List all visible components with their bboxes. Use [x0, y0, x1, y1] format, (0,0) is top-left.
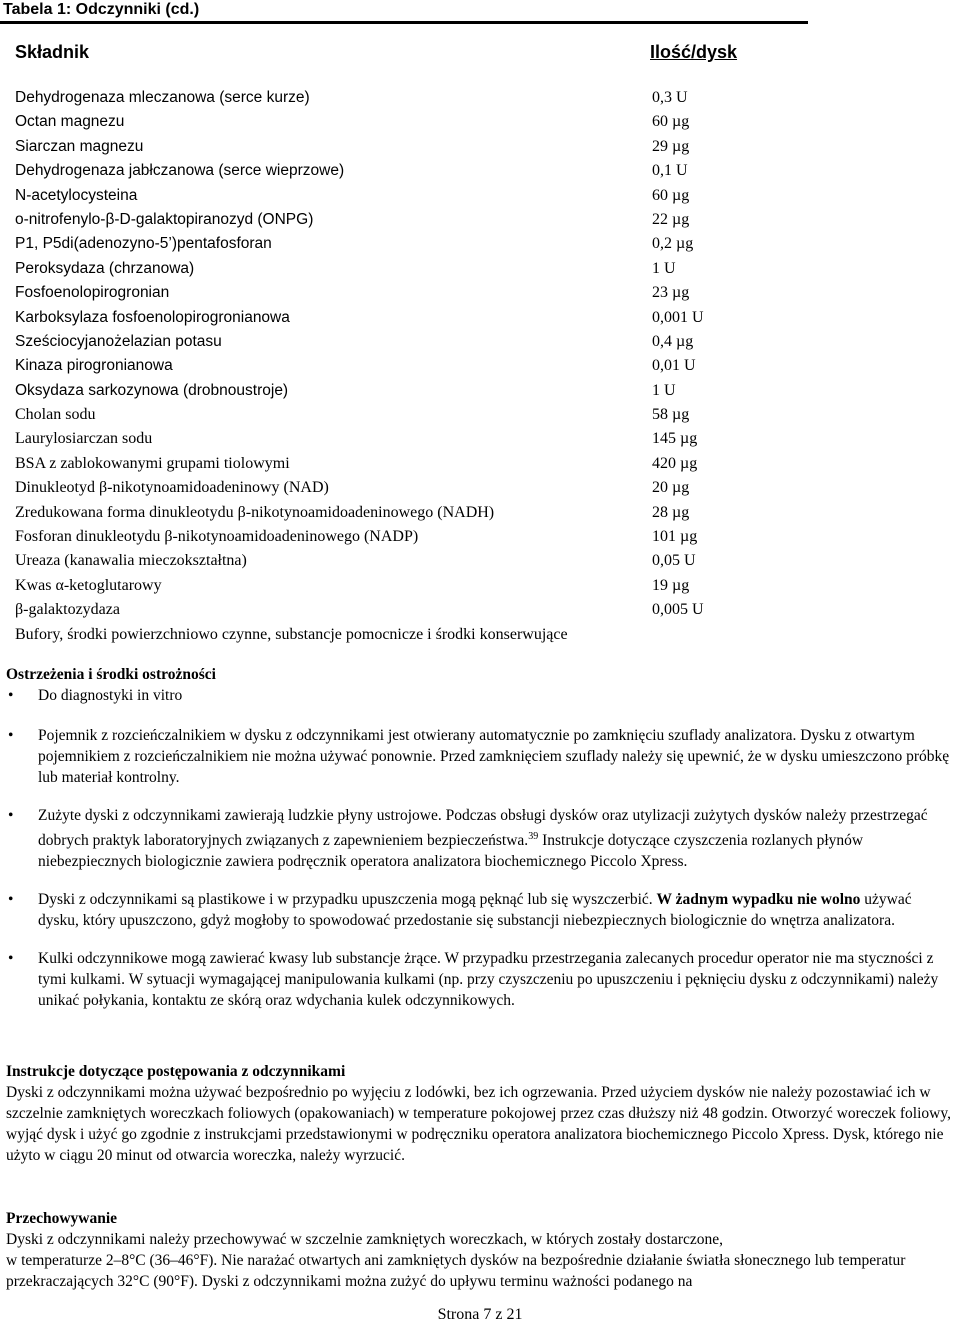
component-name: Dinukleotyd β-nikotynoamidoadeninowy (NAD) [15, 479, 329, 497]
component-amount: 1 U [652, 259, 676, 277]
table-row [15, 184, 735, 208]
footnote-ref: 39 [528, 831, 539, 842]
warning-text: Dyski z odczynnikami są plastikowe i w przypadku upuszczenia mogą pęknąć lub się wyszczerbić. [38, 891, 657, 909]
table-row [15, 549, 735, 573]
table-row [15, 476, 735, 500]
component-name: Laurylosiarczan sodu [15, 430, 153, 448]
component-amount: 101 µg [652, 528, 698, 546]
component-amount: 22 µg [652, 210, 690, 228]
component-name: Peroksydaza (chrzanowa) [15, 259, 195, 277]
component-name: Kwas α-ketoglutarowy [15, 576, 162, 594]
list-item [6, 948, 952, 1011]
header-rule [0, 21, 808, 24]
table-row [15, 306, 735, 330]
component-name: Oksydaza sarkozynowa (drobnoustroje) [15, 381, 289, 399]
component-name: Sześciocyjanożelazian potasu [15, 332, 222, 350]
handling-text: Dyski z odczynnikami można używać bezpośrednio po wyjęciu z lodówki, bez ich ogrzewania. Przed użyciem dysków nie należy pozostawiać ich w szczelnie zamkniętych woreczkach foliowych (opakowaniach) w temperature pokojowej przez czas dłuższy niż 48 godzin. Otworzyć woreczek foliowy, wyjąć dysk i użyć go zgodnie z instrukcjami przedstawionymi w podręczniku operatora analizatora biochemicznego Piccolo Xpress. Dysk, którego nie użyto w ciągu 20 minut od otwarcia woreczka, należy wyrzucić. [6, 1084, 951, 1164]
bullet-icon: • [8, 727, 14, 744]
component-amount: 20 µg [652, 479, 690, 497]
component-name: o-nitrofenylo-β-D-galaktopiranozyd (ONPG) [15, 210, 314, 228]
warnings-list [6, 685, 952, 1011]
reagent-table [15, 86, 735, 647]
component-amount: 58 µg [652, 406, 690, 424]
warning-emphasis: W żadnym wypadku nie wolno [656, 891, 861, 909]
component-name: Dehydrogenaza mleczanowa (serce kurze) [15, 89, 310, 106]
table-row [15, 135, 735, 159]
warning-text: Kulki odczynnikowe mogą zawierać kwasy lub substancje żrące. W przypadku przestrzegania zalecanych procedur operator nie ma styczności z tymi kulkami. W sytuacji wymagającej manipulowania kulkami (np. przy czyszczeniu po upuszczeniu i pęknięciu dysku z odczynnikami) należy unikać połykania, kontaktu ze skórą oraz wdychania kulek odczynnikowych. [38, 950, 939, 1010]
table-row [15, 574, 735, 598]
bullet-icon: • [8, 891, 14, 909]
table-row [15, 354, 735, 378]
list-item [6, 685, 952, 706]
component-amount: 1 U [652, 381, 676, 399]
table-row [15, 232, 735, 256]
component-amount: 28 µg [652, 503, 690, 521]
component-amount: 23 µg [652, 284, 690, 302]
component-amount: 29 µg [652, 137, 690, 155]
handling-heading: Instrukcje dotyczące postępowania z odczynnikami [6, 1063, 346, 1080]
table-row [15, 623, 735, 647]
component-name: Fosfoenolopirogronian [15, 284, 170, 302]
warnings-section [6, 664, 952, 1011]
column-header-amount: Ilość/dysk [650, 42, 738, 62]
table-row [15, 379, 735, 403]
component-name: N-acetylocysteina [15, 186, 138, 204]
warning-text: Do diagnostyki in vitro [38, 687, 183, 704]
component-amount: 0,3 U [652, 89, 688, 106]
handling-section [6, 1061, 952, 1166]
table-row [15, 598, 735, 622]
component-name: Ureaza (kanawalia mieczokształtna) [15, 552, 247, 570]
warning-text: Instrukcje dotyczące czyszczenia rozlanych płynów niebezpiecznych biologicznie zawiera podręcznik operatora analizatora biochemicznego Piccolo Xpress. [38, 832, 864, 871]
table-row [15, 330, 735, 354]
warning-text: Zużyte dyski z odczynnikami zawierają ludzkie płyny ustrojowe. Podczas obsługi dysków oraz utylizacji zużytych dysków należy przestrzegać dobrych praktyk laboratoryjnych związanych z zapewnieniem bezpieczeństwa. [38, 807, 928, 850]
component-name: Octan magnezu [15, 113, 125, 131]
table-row [15, 427, 735, 451]
component-name: Kinaza pirogronianowa [15, 357, 173, 375]
table-row [15, 501, 735, 525]
table-row [15, 525, 735, 549]
list-item [6, 889, 952, 931]
bullet-icon: • [8, 950, 14, 968]
component-amount: 0,4 µg [652, 332, 694, 350]
table-caption: Tabela 1: Odczynniki (cd.) [3, 1, 200, 18]
component-amount: 145 µg [652, 430, 698, 448]
component-amount: 60 µg [652, 186, 690, 204]
component-amount: 0,2 µg [652, 235, 694, 253]
table-row [15, 257, 735, 281]
component-name: Cholan sodu [15, 406, 96, 424]
component-name: BSA z zablokowanymi grupami tiolowymi [15, 454, 290, 472]
component-name: P1, P5di(adenozyno-5’)pentafosforan [15, 235, 272, 253]
table-row [15, 159, 735, 183]
bullet-icon: • [8, 687, 14, 704]
table-row [15, 452, 735, 476]
component-name: Bufory, środki powierzchniowo czynne, substancje pomocnicze i środki konserwujące [15, 625, 568, 643]
storage-section [6, 1208, 952, 1292]
component-name: Zredukowana forma dinukleotydu β-nikotynoamidoadeninowego (NADH) [15, 503, 495, 521]
page-number: Strona 7 z 21 [437, 1306, 523, 1323]
table-row [15, 281, 735, 305]
column-header-component: Składnik [15, 42, 90, 62]
warning-text: używać dysku, który upuszczono, gdyż mogłoby to spowodować przedostanie się substancji niebezpiecznych biologicznie do wnętrza analizatora. [38, 891, 912, 930]
component-amount: 60 µg [652, 113, 690, 131]
component-amount: 0,1 U [652, 162, 688, 180]
component-name: β-galaktozydaza [15, 601, 120, 619]
table-row [15, 208, 735, 232]
table-row [15, 403, 735, 427]
component-name: Fosforan dinukleotydu β-nikotynoamidoadeninowego (NADP) [15, 528, 419, 546]
storage-text: w temperaturze 2–8°C (36–46°F). Nie narażać otwartych ani zamkniętych dysków na bezpośrednie działanie światła słonecznego lub temperatur przekraczających 32°C (90°F). Dyski z odczynnikami można zużyć do upływu terminu ważności podanego na [6, 1252, 906, 1290]
component-name: Siarczan magnezu [15, 137, 144, 155]
storage-heading: Przechowywanie [6, 1210, 118, 1227]
component-amount: 0,01 U [652, 357, 696, 375]
component-amount: 420 µg [652, 454, 698, 472]
warnings-heading: Ostrzeżenia i środki ostrożności [6, 666, 216, 683]
table-row [15, 86, 735, 110]
list-item [6, 805, 952, 872]
component-amount: 0,001 U [652, 308, 704, 326]
list-item [6, 725, 952, 788]
component-amount: 0,05 U [652, 552, 696, 570]
component-name: Karboksylaza fosfoenolopirogronianowa [15, 308, 290, 326]
component-amount: 0,005 U [652, 601, 704, 619]
warning-text: Pojemnik z rozcieńczalnikiem w dysku z odczynnikami jest otwierany automatycznie po zamknięciu szuflady analizatora. Dysku z otwartym pojemnikiem z rozcieńczalnikiem nie można używać ponownie. Przed zamknięciem szuflady należy się upewnić, że w dysku umieszczono próbkę lub materiał kontrolny. [38, 727, 950, 786]
table-row [15, 110, 735, 134]
component-amount: 19 µg [652, 576, 690, 594]
storage-line-1: Dyski z odczynnikami należy przechowywać w szczelnie zamkniętych woreczkach, w których zostały dostarczone, [6, 1231, 724, 1248]
bullet-icon: • [8, 807, 14, 824]
component-name: Dehydrogenaza jabłczanowa (serce wieprzowe) [15, 162, 345, 180]
